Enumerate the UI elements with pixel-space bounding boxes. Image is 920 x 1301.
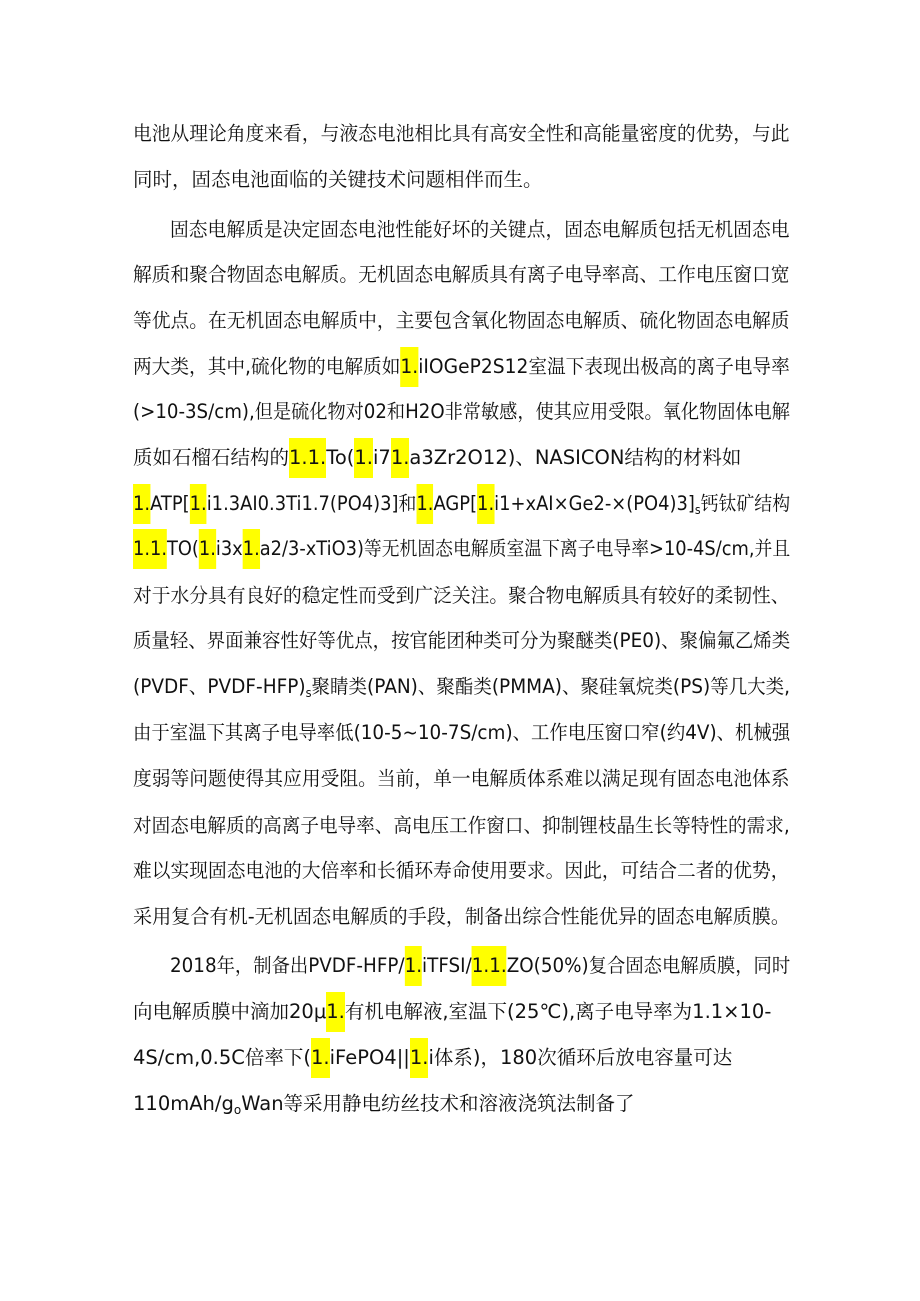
- highlighted-text: 1.1.: [472, 946, 507, 986]
- text-line: [133, 806, 790, 846]
- text-line: [133, 438, 741, 478]
- text-segment: (PVDF、PVDF-HFP): [133, 675, 306, 698]
- text-segment: 有机电解液,室温下(25℃),离子电导率为1.1×10-: [344, 1000, 772, 1023]
- text-segment: i7: [372, 446, 391, 469]
- text-line: [170, 210, 790, 250]
- text-line: [133, 484, 790, 524]
- text-segment: ATP[: [150, 492, 190, 515]
- text-segment: 质量轻、界面兼容性好等优点，按官能团种类可分为聚醚类(PE0)、聚偏氟乙烯类: [133, 629, 791, 652]
- text-segment: 难以实现固态电池的大倍率和长循环寿命使用要求。因此，可结合二者的优势，: [133, 859, 790, 882]
- text-segment: 解质和聚合物固态电解质。无机固态电解质具有离子电导率高、工作电压窗口宽: [133, 263, 790, 286]
- text-segment: To(: [326, 446, 355, 469]
- text-segment: i3x: [215, 537, 243, 560]
- text-line: [133, 897, 790, 937]
- text-segment: AGP[: [433, 492, 478, 515]
- text-segment: Wan等采用静电纺丝技术和溶液浇筑法制备了: [241, 1092, 635, 1115]
- text-segment: 由于室温下其离子电导率低(10-5~10-7S/cm)、工作电压窗口窄(约4V)、机械强: [133, 721, 791, 744]
- text-segment: a2/3-xTiO3)等无机固态电解质室温下离子电导率>10-4S/cm,并且: [259, 537, 791, 560]
- text-segment: 对于水分具有良好的稳定性而受到广泛关注。聚合物电解质具有较好的柔韧性、: [133, 584, 790, 607]
- text-segment: 110mAh/g: [133, 1092, 234, 1115]
- highlighted-text: 1.: [391, 438, 410, 478]
- text-segment: iTFSI/: [422, 954, 472, 977]
- text-segment: 钙钛矿结构: [700, 492, 791, 515]
- text-segment: 4S/cm,0.5C倍率下(: [133, 1046, 312, 1069]
- text-line: [133, 851, 790, 891]
- text-segment: 电池从理论角度来看，与液态电池相比具有高安全性和高能量密度的优势，与此: [133, 122, 790, 145]
- text-segment: 度弱等问题使得其应用受阻。当前，单一电解质体系难以满足现有固态电池体系: [133, 767, 790, 790]
- text-segment: 采用复合有机-无机固态电解质的手段，制备出综合性能优异的固态电解质膜。: [133, 905, 791, 928]
- highlighted-text: 1.: [477, 484, 494, 524]
- text-line: [170, 946, 790, 986]
- highlighted-text: 1.: [133, 484, 150, 524]
- highlighted-text: 1.: [311, 1038, 330, 1078]
- text-line: [133, 347, 790, 387]
- text-segment: 2018年，制备出PVDF-HFP/: [170, 954, 405, 977]
- text-line: [133, 713, 790, 753]
- text-segment: 对固态电解质的高离子电导率、高电压工作窗口、抑制锂枝晶生长等特性的需求,: [133, 814, 790, 837]
- highlighted-text: 1.: [354, 438, 373, 478]
- highlighted-text: 1.: [199, 529, 216, 569]
- text-segment: 向电解质膜中滴加20μ: [133, 1000, 327, 1023]
- text-segment: i1.3AI0.3Ti1.7(PO4)3]和: [206, 492, 417, 515]
- subscript-text: s: [694, 503, 701, 517]
- highlighted-text: 1.: [416, 484, 433, 524]
- text-line: [133, 1084, 635, 1124]
- text-segment: a3Zr2O12)、NASICON结构的材料如: [409, 446, 742, 469]
- highlighted-text: 1.1.: [133, 529, 167, 569]
- text-line: [133, 992, 771, 1032]
- highlighted-text: 1.: [400, 347, 418, 387]
- text-segment: (>10-3S/cm),但是硫化物对02和H2O非常敏感，使其应用受限。氧化物固体电解: [133, 400, 790, 423]
- text-segment: iIOGeP2S12室温下表现出极高的离子电导率: [418, 355, 790, 378]
- text-line: [133, 576, 790, 616]
- text-line: [133, 160, 543, 200]
- text-segment: 固态电解质是决定固态电池性能好坏的关键点，固态电解质包括无机固态电: [170, 218, 790, 241]
- highlighted-text: 1.: [243, 529, 260, 569]
- highlighted-text: 1.: [190, 484, 207, 524]
- text-segment: 两大类，其中,硫化物的电解质如: [133, 355, 401, 378]
- highlighted-text: 1.: [326, 992, 345, 1032]
- text-line: [133, 759, 790, 799]
- text-line: [133, 667, 790, 707]
- text-line: [133, 114, 790, 154]
- text-segment: 等优点。在无机固态电解质中，主要包含氧化物固态电解质、硫化物固态电解质: [133, 309, 790, 332]
- highlighted-text: 1.: [410, 1038, 429, 1078]
- text-segment: ZO(50%)复合固态电解质膜，同时: [506, 954, 791, 977]
- text-segment: TO(: [167, 537, 199, 560]
- text-segment: i1+xAI×Ge2-×(PO4)3]: [494, 492, 695, 515]
- text-line: [133, 301, 790, 341]
- text-segment: 同时，固态电池面临的关键技术问题相伴而生。: [133, 168, 543, 191]
- text-segment: 质如石榴石结构的: [133, 446, 290, 469]
- text-line: [133, 392, 790, 432]
- highlighted-text: 1.: [405, 946, 422, 986]
- text-line: [133, 1038, 732, 1078]
- text-line: [133, 621, 790, 661]
- highlighted-text: 1.1.: [289, 438, 326, 478]
- text-line: [133, 529, 790, 569]
- subscript-text: o: [233, 1103, 242, 1117]
- text-line: [133, 255, 790, 295]
- text-segment: iFePO4||: [329, 1046, 410, 1069]
- text-segment: 聚睛类(PAN)、聚酯类(PMMA)、聚硅氧烷类(PS)等几大类,: [311, 675, 791, 698]
- subscript-text: s: [305, 686, 312, 700]
- text-segment: i体系)，180次循环后放电容量可达: [428, 1046, 733, 1069]
